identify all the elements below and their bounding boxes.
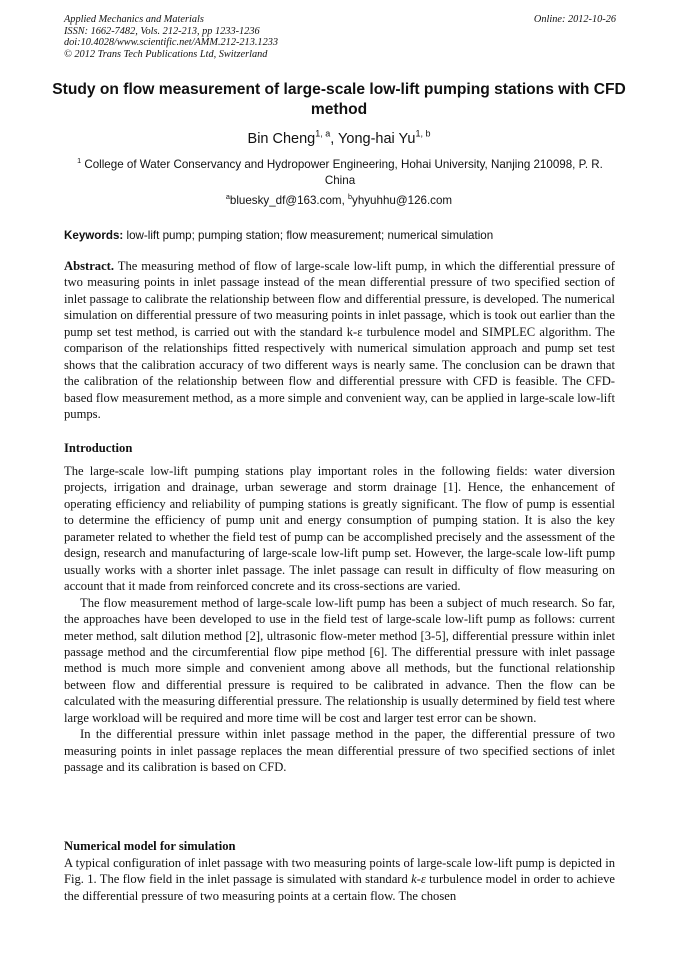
intro-paragraph-3: In the differential pressure within inlet passage method in the paper, the differential pressure of two measuring points in inlet passage replaces the mean differential pressure of two specified sections of inlet passage and its calibration is based on CFD.: [64, 727, 615, 775]
author-2-name: Yong-hai Yu: [338, 131, 416, 147]
affiliation: [64, 157, 616, 189]
email-a-mark: a: [225, 191, 230, 201]
issn-line: ISSN: 1662-7482, Vols. 212-213, pp 1233-1236: [64, 25, 260, 37]
email-separator: ,: [341, 194, 349, 207]
introduction-body: [64, 463, 615, 776]
numerical-model-heading: Numerical model for simulation: [64, 839, 236, 853]
online-date: Online: 2012-10-26: [533, 14, 616, 25]
doi-line: doi:10.4028/www.scientific.net/AMM.212-213.1233: [64, 37, 279, 49]
author-line: [0, 128, 678, 147]
email-b[interactable]: yhyuhhu@126.com: [352, 194, 453, 207]
keywords-label: Keywords:: [64, 229, 124, 242]
numerical-paragraph-1: [64, 855, 615, 904]
numerical-text-a: A typical configuration of inlet passage with two measuring points of large-scale low-lift pump is depicted in Fig. 1. The flow field in the inlet passage is simulated with standard: [64, 856, 615, 887]
intro-paragraph-1: The large-scale low-lift pumping stations play important roles in the following fields: water diversion projects, irrigation and drainage, urban sewerage and storm drainage [1]. Hence, the enhancement of operating efficiency and reliability of pumping stations is greatly significant. The flow of pump is essential to determine the efficiency of pump unit and energy consumption of pumping station. It is also the key parameter related to whether the field test of pump can be accomplished precisely and the assessment of the design, research and manufacturing of large-scale low-lift pump set. However, the large-scale low-lift pump usually works with a shorter inlet passage. The inlet passage can result in difficulty of flow measuring on account that it made from reinforced concrete and its cross-sections are varied.: [64, 464, 615, 594]
intro-paragraph-2: The flow measurement method of large-scale low-lift pump has been a subject of much research. So far, the approaches have been developed to use in the field test of large-scale low-lift pump as follows: current meter method, salt dilution method [2], ultrasonic flow-meter method [3-5], differential pressure within inlet passage method and the circumferential flow pipe method [6]. The differential pressure with inlet passage method is much more simple and convenient among above all methods, but the functional relationship between flow and differential pressure is required to be calibrated in advance. Then the flow can be calculated with the measuring differential pressure. The relationship is usually determined by field test where large workload will be required and more time will be cost and larger test error can be shown.: [64, 595, 615, 725]
paper-title: Study on flow measurement of large-scale low-lift pumping stations with CFD method: [52, 81, 626, 118]
keywords-text: low-lift pump; pumping station; flow measurement; numerical simulation: [126, 229, 494, 242]
numerical-model-body: [64, 855, 615, 904]
keywords-line: [64, 229, 616, 242]
abstract: [64, 258, 615, 423]
numerical-text-b: turbulence model in order to achieve the differential pressure of two measuring points at a certain flow. The chosen: [64, 872, 615, 903]
author-separator: ,: [330, 131, 339, 147]
email-line: [0, 191, 678, 207]
journal-header: [64, 14, 616, 60]
abstract-label: Abstract.: [64, 259, 115, 273]
abstract-text: The measuring method of flow of large-scale low-lift pump, in which the differential pressure of two measuring points in inlet passage instead of the mean differential pressure of two specified section of inlet passage to calibrate the relationship between flow and differential pressure, is developed. The numerical simulation on differential pressure of two measuring points in inlet passage, which is took out earlier than the pump set test method, is carried out with the standard k-ε turbulence model and SIMPLEC algorithm. The comparison of the relationships fitted respectively with numerical simulation approach and pump set test shows that the calibration accuracy of two different ways is nearly same. The conclusion can be drawn that the calibration of the relationship between flow and differential pressure with CFD is feasible. The CFD-based flow measurement method, as a more simple and convenient way, can be applied in large-scale low-lift pumps.: [64, 259, 616, 422]
introduction-heading: Introduction: [64, 441, 133, 455]
author-2-affil-mark: 1, b: [415, 128, 431, 139]
journal-name: Applied Mechanics and Materials: [64, 14, 204, 25]
email-b-mark: b: [348, 191, 353, 201]
turbulence-model-symbol: k-ε: [411, 872, 426, 887]
affiliation-text: College of Water Conservancy and Hydropower Engineering, Hohai University, Nanjing 210098, P. R. China: [84, 158, 603, 187]
author-1-name: Bin Cheng: [247, 131, 316, 147]
email-a[interactable]: bluesky_df@163.com: [229, 194, 342, 207]
copyright-line: © 2012 Trans Tech Publications Ltd, Switzerland: [64, 48, 268, 60]
affiliation-number: 1: [77, 155, 82, 165]
author-1-affil-mark: 1, a: [315, 128, 331, 139]
